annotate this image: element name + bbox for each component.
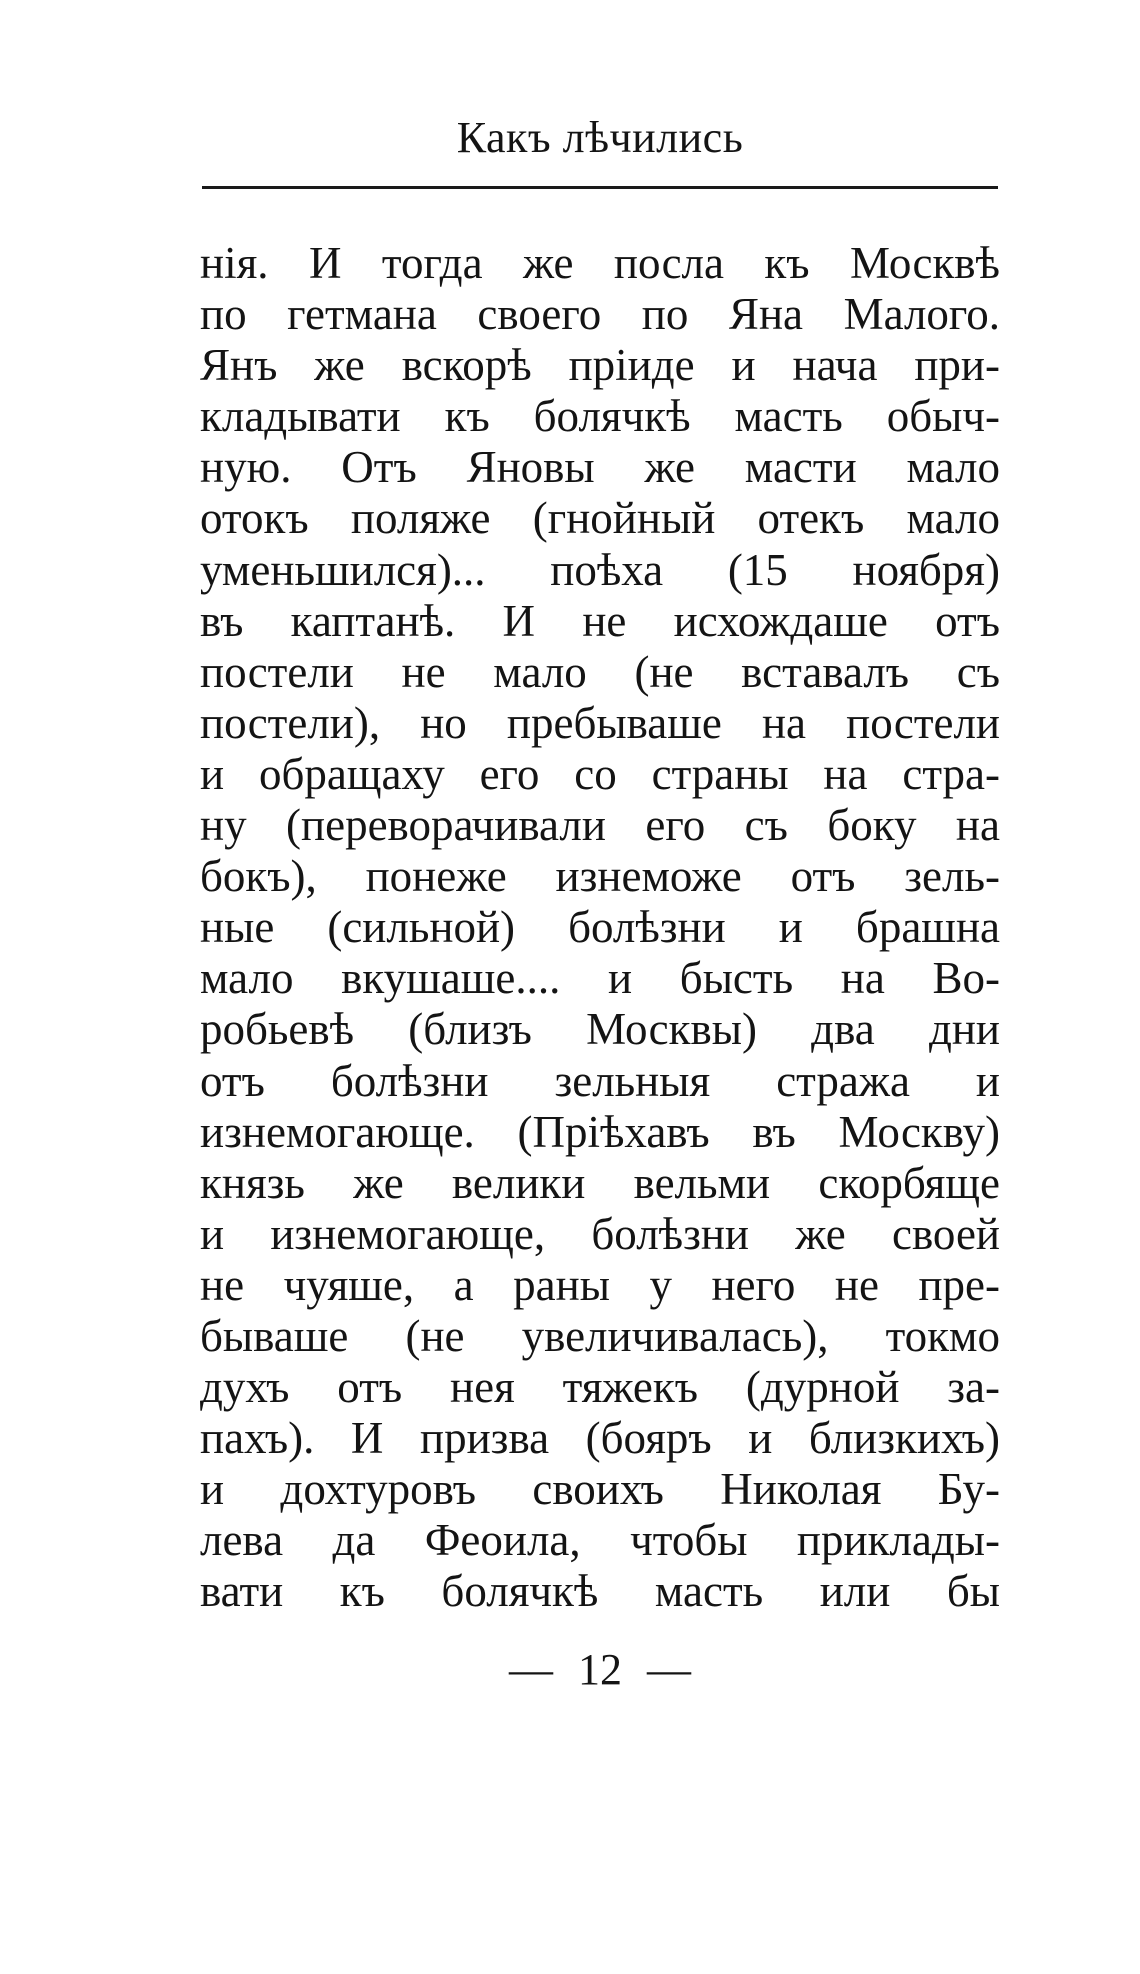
text-line: нія. И тогда же посла къ Москвѣ [200,238,1000,288]
text-line: бокъ), понеже изнеможе отъ зель- [200,851,1000,902]
text-line: отъ болѣзни зельныя стража и [200,1055,1000,1106]
text-line: ную. Отъ Яновы же масти мало [200,442,1000,493]
body-text [200,238,1000,1618]
text-line: духъ отъ нея тяжекъ (дурной за- [200,1362,1000,1413]
text-line: и дохтуровъ своихъ Николая Бу- [200,1464,1000,1515]
text-line: пахъ). И призва (бояръ и близкихъ) [200,1413,1000,1464]
text-line: по гетмана своего по Яна Малого. [200,289,1000,340]
text-line: въ каптанѣ. И не исхождаше отъ [200,595,1000,646]
running-title: Какъ лѣчились [456,113,744,162]
text-line: и обращаху его со страны на стра- [200,748,1000,799]
page-number: — 12 — [509,1645,691,1694]
text-line: ну (переворачивали его съ боку на [200,800,1000,851]
text-line: постели), но пребываше на постели [200,697,1000,748]
text-line: уменьшился)... поѣха (15 ноября) [200,544,1000,595]
text-line: ные (сильной) болѣзни и брашна [200,902,1000,953]
text-line: изнемогающе. (Пріѣхавъ въ Москву) [200,1106,1000,1157]
text-line: и изнемогающе, болѣзни же своей [200,1208,1000,1259]
text-line: кладывати къ болячкѣ масть обыч- [200,391,1000,442]
text-line: бываше (не увеличивалась), токмо [200,1310,1000,1361]
text-line: вати къ болячкѣ масть или бы [200,1566,1000,1617]
text-line: постели не мало (не вставалъ съ [200,646,1000,697]
text-line: лева да Феоила, чтобы приклады- [200,1515,1000,1566]
text-line: робьевѣ (близъ Москвы) два дни [200,1004,1000,1055]
text-line: не чуяше, а раны у него не пре- [200,1259,1000,1310]
header-rule [202,186,998,189]
text-line: князь же велики вельми скорбяще [200,1157,1000,1208]
text-line: Янъ же вскорѣ пріиде и нача при- [200,340,1000,391]
text-line: мало вкушаше.... и бысть на Во- [200,953,1000,1004]
text-line: отокъ поляже (гнойный отекъ мало [200,493,1000,544]
